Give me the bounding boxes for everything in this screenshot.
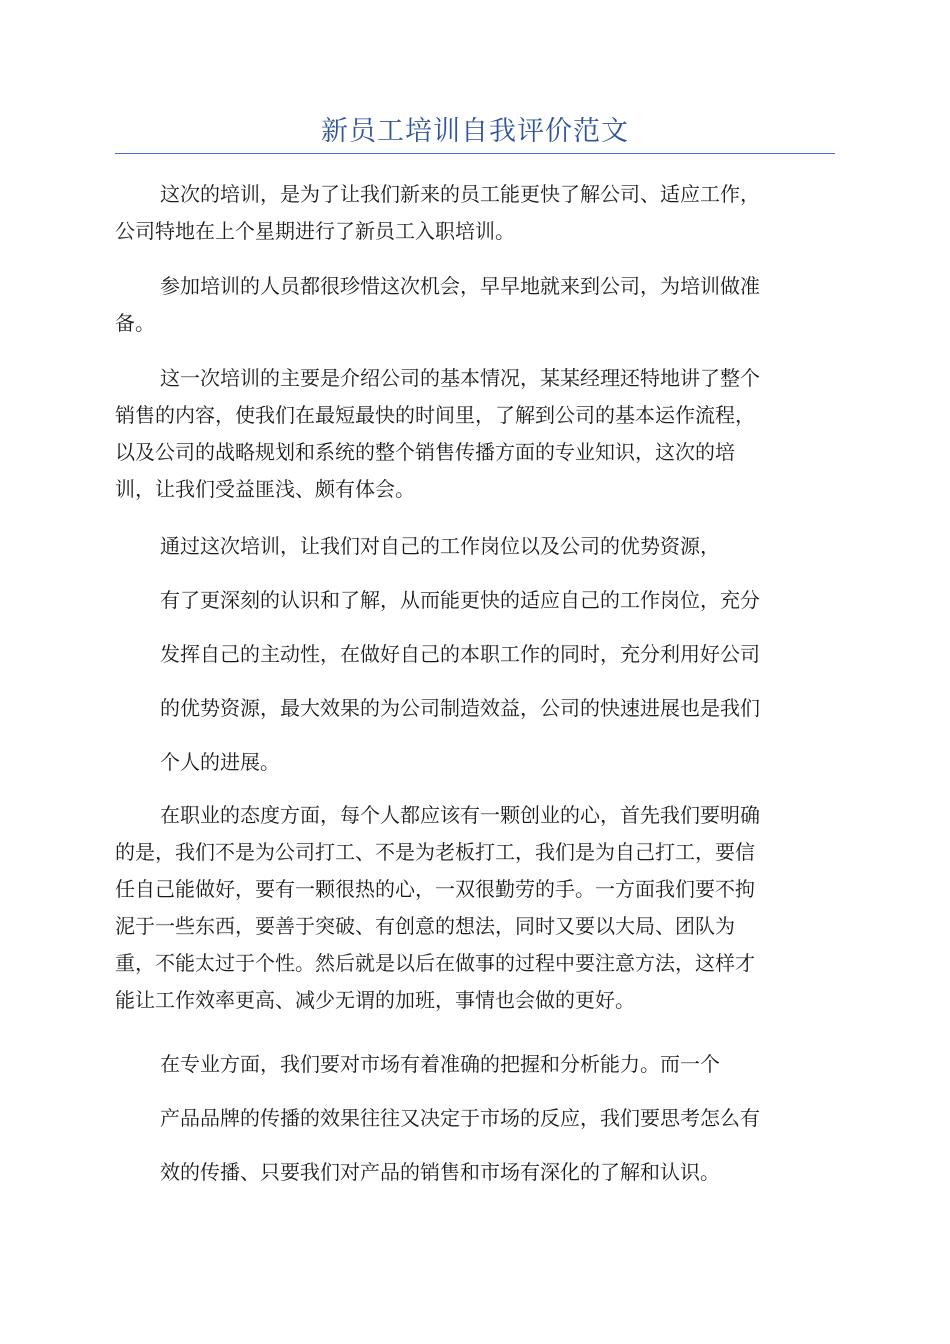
paragraph-line: 以及公司的战略规划和系统的整个销售传播方面的专业知识，这次的培 (115, 440, 735, 464)
paragraph-line: 效的传播、只要我们对产品的销售和市场有深化的了解和认识。 (160, 1160, 720, 1184)
paragraph-1 (115, 176, 835, 250)
paragraph-line: 个人的进展。 (160, 750, 280, 774)
paragraph-line: 产品品牌的传播的效果往往又决定于市场的反应，我们要思考怎么有 (160, 1106, 760, 1130)
paragraph-line: 在专业方面，我们要对市场有着准确的把握和分析能力。而一个 (160, 1052, 720, 1076)
paragraph-line: 在职业的态度方面，每个人都应该有一颗创业的心，首先我们要明确 (160, 803, 760, 827)
paragraph-line: 泥于一些东西，要善于突破、有创意的想法，同时又要以大局、团队为 (115, 914, 735, 938)
paragraph-3 (115, 360, 835, 508)
paragraph-line: 重，不能太过于个性。然后就是以后在做事的过程中要注意方法，这样才 (115, 951, 755, 975)
paragraph-line: 有了更深刻的认识和了解，从而能更快的适应自己的工作岗位，充分 (160, 588, 760, 612)
paragraph-2 (115, 268, 835, 342)
paragraph-line: 参加培训的人员都很珍惜这次机会，早早地就来到公司，为培训做准 (160, 274, 760, 298)
paragraph-line: 公司特地在上个星期进行了新员工入职培训。 (115, 219, 515, 243)
paragraph-line: 能让工作效率更高、减少无谓的加班，事情也会做的更好。 (115, 988, 635, 1012)
paragraph-line: 这次的培训，是为了让我们新来的员工能更快了解公司、适应工作， (160, 182, 760, 206)
document-title: 新员工培训自我评价范文 (321, 116, 629, 147)
paragraph-line: 的优势资源，最大效果的为公司制造效益，公司的快速进展也是我们 (160, 696, 760, 720)
paragraph-4 (115, 519, 835, 789)
paragraph-line: 通过这次培训，让我们对自己的工作岗位以及公司的优势资源， (160, 534, 720, 558)
paragraph-5 (115, 797, 835, 1019)
paragraph-line: 任自己能做好，要有一颗很热的心，一双很勤劳的手。一方面我们要不拘 (115, 877, 755, 901)
paragraph-line: 备。 (115, 311, 155, 335)
paragraph-line: 训，让我们受益匪浅、颇有体会。 (115, 477, 415, 501)
paragraph-line: 的是，我们不是为公司打工、不是为老板打工，我们是为自己打工，要信 (115, 840, 755, 864)
paragraph-line: 这一次培训的主要是介绍公司的基本情况，某某经理还特地讲了整个 (160, 366, 760, 390)
title-underline (115, 153, 835, 154)
paragraph-line: 发挥自己的主动性，在做好自己的本职工作的同时，充分利用好公司 (160, 642, 760, 666)
paragraph-6 (115, 1037, 835, 1199)
paragraph-line: 销售的内容，使我们在最短最快的时间里，了解到公司的基本运作流程， (115, 403, 755, 427)
